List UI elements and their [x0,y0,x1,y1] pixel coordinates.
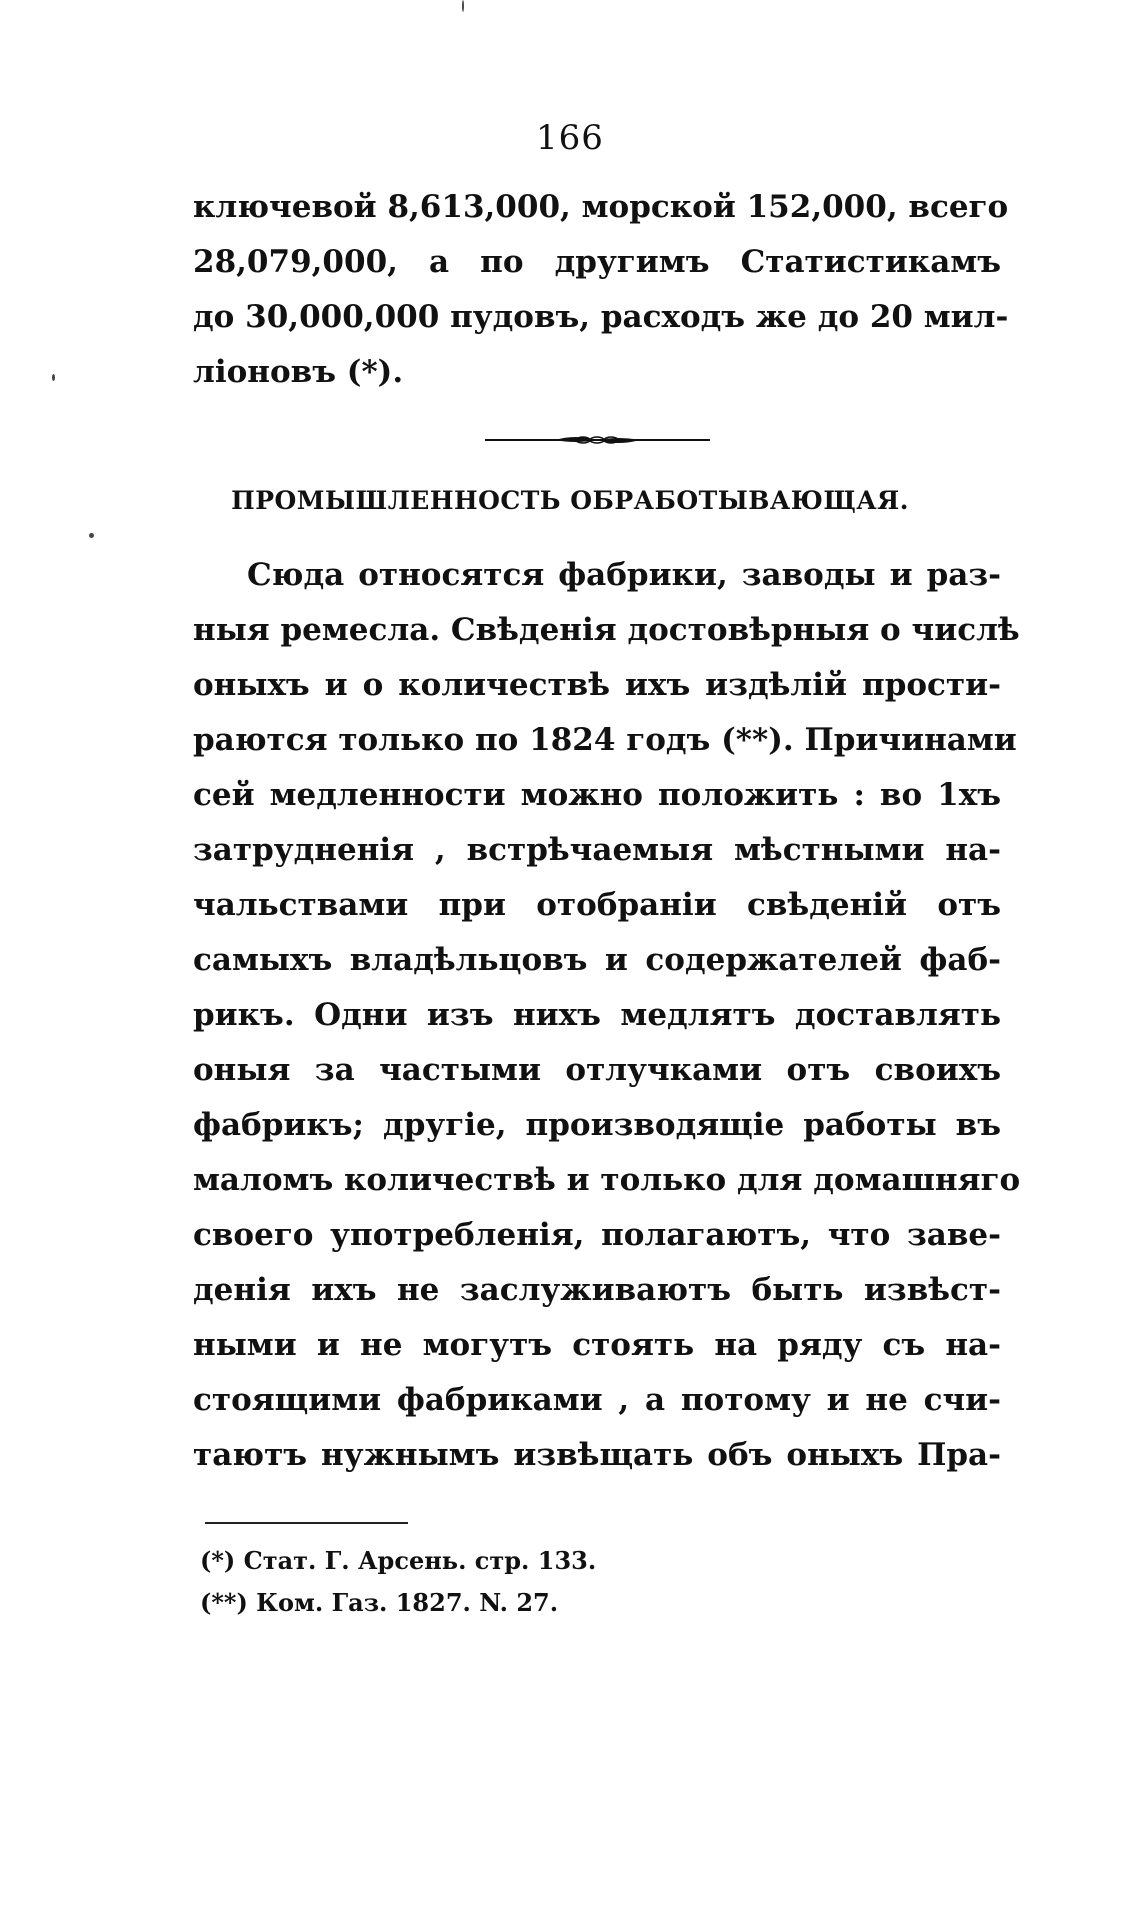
text-line: своего употребленія, полагаютъ, что заве- [193,1217,1001,1253]
body-paragraph [193,548,1021,1483]
text-line: ными и не могутъ стоять на ряду съ на- [193,1327,1001,1363]
text-line: стоящими фабриками , а потому и не счи- [193,1382,1001,1418]
text-line: затрудненія , встрѣчаемыя мѣстными на- [193,832,1001,868]
footnote: (**) Ком. Газ. 1827. N. 27. [200,1588,559,1617]
text-line: оныхъ и о количествѣ ихъ издѣлій прости- [193,667,1001,703]
text-line: сей медленности можно положить : во 1хъ [193,777,1001,813]
text-line: 28,079,000, а по другимъ Статистикамъ [193,244,1001,280]
text-line: таютъ нужнымъ извѣщать объ оныхъ Пра- [193,1437,1001,1473]
text-line: маломъ количествѣ и только для домашняго [193,1162,1021,1198]
scan-speck [52,374,55,381]
text-line: рикъ. Одни изъ нихъ медлятъ доставлять [193,997,1001,1033]
text-line: до 30,000,000 пудовъ, расходъ же до 20 мил- [193,299,1009,335]
text-line: раются только по 1824 годъ (**). Причинами [193,722,1017,758]
text-line: ключевой 8,613,000, морской 152,000, всего [193,189,1009,225]
footnote-rule [205,1522,408,1524]
text-line: Сюда относятся фабрики, заводы и раз- [247,557,1001,593]
text-line: чальствами при отобраніи свѣденій отъ [193,887,1001,923]
text-line: фабрикъ; другіе, производящіе работы въ [193,1107,1001,1143]
footnotes [200,1540,596,1624]
top-paragraph [193,180,1009,400]
footnote: (*) Стат. Г. Арсень. стр. 133. [200,1546,597,1575]
text-line: ліоновъ (*). [193,354,404,390]
scan-speck [89,533,94,538]
scan-speck [462,0,464,12]
text-line: самыхъ владѣльцовъ и содержателей фаб- [193,942,1001,978]
section-heading: ПРОМЫШЛЕННОСТЬ ОБРАБОТЫВАЮЩАЯ. [231,486,909,515]
ornament-divider [485,433,710,447]
text-line: денія ихъ не заслуживаютъ быть извѣст- [193,1272,1001,1308]
text-line: оныя за частыми отлучками отъ своихъ [193,1052,1001,1088]
page-number: 166 [536,118,604,158]
text-line: ныя ремесла. Свѣденія достовѣрныя о числѣ [193,612,1020,648]
